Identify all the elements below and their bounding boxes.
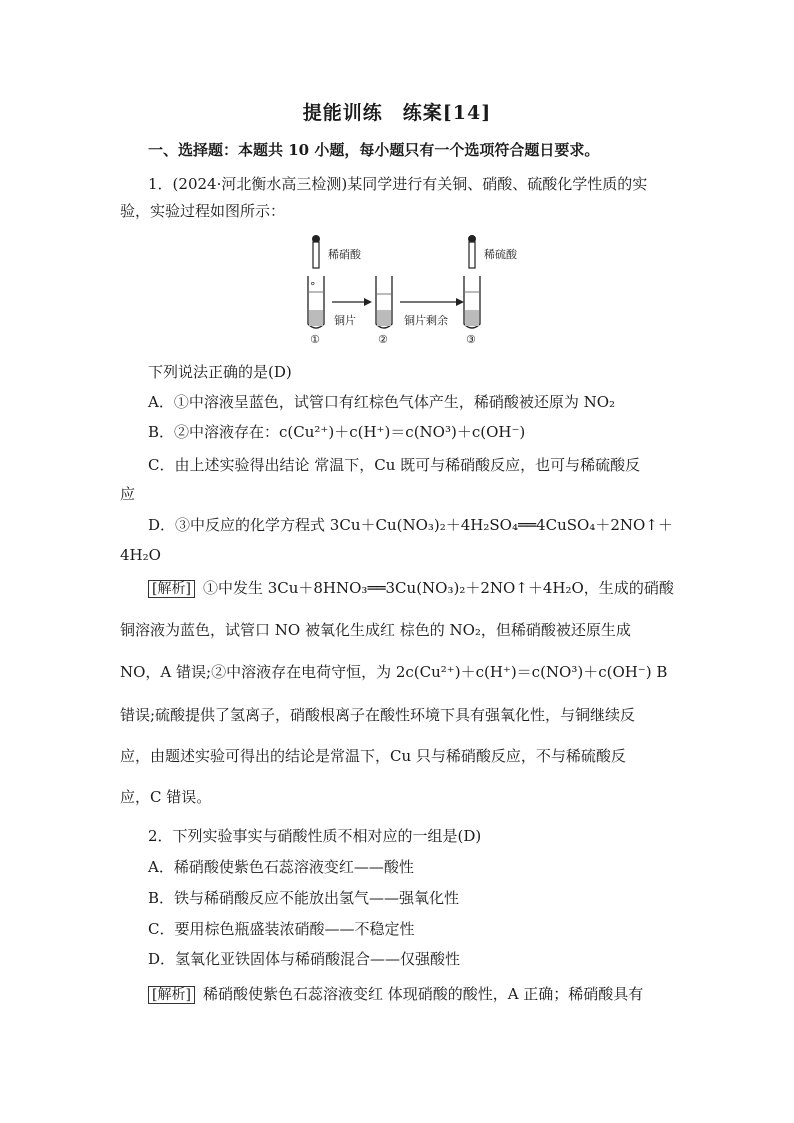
page-title: 提能训练 练案[14] [302, 102, 492, 124]
label-acid-2: 稀硫酸 [484, 248, 517, 261]
q1-option-a: A．①中溶液呈蓝色，试管口有红棕色气体产生，稀硝酸被还原为 NO₂ [148, 393, 616, 411]
q1-analysis-line4: 错误;硫酸提供了氢离子，硝酸根离子在酸性环境下具有强氧化性，与铜继续反 [120, 706, 636, 724]
solution-2 [377, 310, 391, 326]
q1-stem-line2: 验，实验过程如图所示： [120, 202, 286, 220]
q1-stem-line1: 1．(2024·河北衡水高三检测)某同学进行有关铜、硝酸、硫酸化学性质的实 [148, 175, 648, 193]
q1-analysis-line1 [148, 578, 674, 599]
analysis-tag: [解析] [148, 580, 195, 598]
label-acid-1: 稀硝酸 [328, 248, 361, 261]
q2-option-b: B．铁与稀硝酸反应不能放出氢气——强氧化性 [148, 889, 460, 907]
solution-3 [465, 310, 479, 326]
q1-option-b: B．②中溶液存在：c(Cu²⁺)＋c(H⁺)＝c(NO³)＋c(OH⁻) [148, 423, 526, 441]
analysis-tag: [解析] [148, 986, 195, 1004]
q1-analysis-line2: 铜溶液为蓝色，试管口 NO 被氧化生成红 棕色的 NO₂，但稀硝酸被还原生成 [120, 621, 631, 639]
dropper-tube-1 [313, 242, 319, 268]
analysis-text: ①中发生 3Cu＋8HNO₃══3Cu(NO₃)₂＋2NO↑＋4H₂O，生成的硝酸 [202, 579, 674, 597]
q1-analysis-line6: 应，C 错误。 [120, 788, 212, 806]
label-copper-remain: 铜片剩余 [404, 314, 448, 327]
q2-stem: 2．下列实验事实与硝酸性质不相对应的一组是(D) [148, 827, 482, 845]
tube-number-1: ① [310, 333, 320, 346]
section-heading: 一、选择题：本题共 10 小题，每小题只有一个选项符合题日要求。 [148, 141, 600, 159]
dropper-tube-2 [469, 242, 475, 268]
q2-option-a: A．稀硝酸使紫色石蕊溶液变红——酸性 [148, 858, 414, 876]
q2-option-c: C．要用棕色瓶盛装浓硝酸——不稳定性 [148, 920, 415, 938]
analysis-text: 稀硝酸使紫色石蕊溶液变红 体现硝酸的酸性，A 正确；稀硝酸具有 [202, 985, 644, 1003]
gas-mark-1: ° [310, 280, 316, 293]
solution-1 [309, 310, 323, 326]
q1-option-d-line1: D．③中反应的化学方程式 3Cu＋Cu(NO₃)₂＋4H₂SO₄══4CuSO₄＋2NO↑＋ [148, 516, 673, 534]
q1-prompt: 下列说法正确的是(D) [148, 363, 292, 381]
q2-option-d: D．氢氧化亚铁固体与稀硝酸混合——仅强酸性 [148, 950, 461, 968]
label-copper: 铜片 [334, 314, 356, 327]
q1-option-c-line2: 应 [120, 485, 136, 503]
q1-analysis-line3: NO，A 错误;②中溶液存在电荷守恒，为 2c(Cu²⁺)＋c(H⁺)＝c(NO³)＋c(OH⁻) B [120, 663, 668, 681]
q1-analysis-line5: 应，由题述实验可得出的结论是常温下，Cu 只与稀硝酸反应，不与稀硫酸反 [120, 747, 626, 765]
q1-option-c-line1: C．由上述实验得出结论 常温下，Cu 既可与稀硝酸反应，也可与稀硫酸反 [148, 456, 641, 474]
q2-analysis-line1 [148, 984, 643, 1005]
experiment-diagram [296, 232, 526, 347]
tube-number-3: ③ [466, 333, 476, 346]
tube-number-2: ② [378, 333, 388, 346]
q1-option-d-line2: 4H₂O [120, 546, 161, 564]
